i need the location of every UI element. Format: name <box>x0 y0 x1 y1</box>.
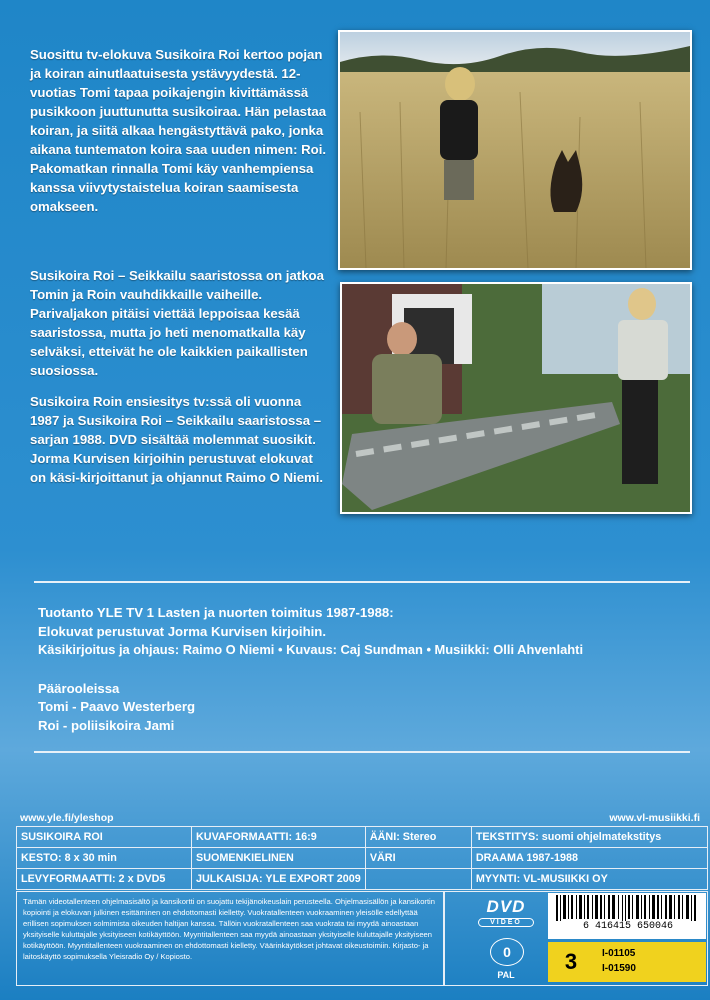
age-rating-badge: 3 <box>548 942 594 982</box>
spec-table <box>16 826 708 890</box>
spec-cell: KUVAFORMAATTI: 16:9 <box>192 827 366 848</box>
url-yleshop: www.yle.fi/yleshop <box>20 812 114 824</box>
credits-books: Elokuvat perustuvat Jorma Kurvisen kirjoihin. <box>38 624 327 639</box>
product-code-1: I-01105 <box>602 948 636 959</box>
legal-notice: Tämän videotallenteen ohjelmasisältö ja kansikortti on suojattu tekijänoikeuslain perusteella. Ohjelmasisällön ja kansikortin kopiointi ja elokuvan julkinen esittäminen on ehdottomasti kielletty. Vuokratallenteen vuokraaminen yleisölle edellyttää erillisen sopimuksen solmimista oikeuden haltijan kanssa. Tällöin vuokratallenteen saa vuokrata tai myydä ainoastaan yksityiselle kuluttajalle yksityiseen kotikäyttöön. Myyntitallenteen saa myydä ainoastaan yksityiselle kuluttajalle yksityiseen kotikäyttöön. Myyntitallenteen vuokraaminen on ehdottomasti kielletty. Väärinkäytökset johtavat oikeustoimiin. Kirjasto- ja laitoskäyttö sopimuksella Yleisradio Oy / Kopiosto. <box>16 891 444 986</box>
table-row <box>17 827 708 848</box>
spec-cell: SUSIKOIRA ROI <box>17 827 192 848</box>
synopsis-paragraph-2: Susikoira Roi – Seikkailu saaristossa on jatkoa Tomin ja Roin vauhdikkaille vaiheille. Parivaljakon pitäisi viettää leppoisaa kesää saaristossa, mutta jo heti menomatkalla käy selväksi, etteivät he ole kaikkien paikallisten suosiossa. <box>30 268 324 378</box>
spec-cell <box>365 869 471 890</box>
table-row <box>17 869 708 890</box>
spec-cell: KESTO: 8 x 30 min <box>17 848 192 869</box>
pal-label: PAL <box>497 970 515 980</box>
spec-cell: DRAAMA 1987-1988 <box>471 848 707 869</box>
spec-cell: VÄRI <box>365 848 471 869</box>
spec-cell: JULKAISIJA: YLE EXPORT 2009 <box>192 869 366 890</box>
barcode-bars-icon <box>548 893 706 921</box>
cast-roi: Roi - poliisikoira Jami <box>38 718 175 733</box>
product-codes <box>594 942 706 982</box>
spec-cell: ÄÄNI: Stereo <box>365 827 471 848</box>
synopsis-paragraph-3: Susikoira Roin ensiesitys tv:ssä oli vuonna 1987 ja Susikoira Roi – Seikkailu saaristossa –sarjan 1988. DVD sisältää molemmat suosikit. Jorma Kurvisen kirjoihin perustuvat elokuvat on käsi-kirjoittanut ja ohjannut Raimo O Niemi. <box>30 394 324 485</box>
dvd-video-logo <box>478 897 534 927</box>
spec-cell: SUOMENKIELINEN <box>192 848 366 869</box>
credits-production: Tuotanto YLE TV 1 Lasten ja nuorten toimitus 1987-1988: <box>38 605 394 620</box>
dvd-logo-text: DVD <box>486 897 526 916</box>
divider-top <box>34 581 690 583</box>
table-row <box>17 848 708 869</box>
cast-tomi: Tomi - Paavo Westerberg <box>38 699 196 714</box>
cast-heading: Päärooleissa <box>38 681 120 696</box>
url-vl-musiikki: www.vl-musiikki.fi <box>609 812 700 824</box>
credits-crew: Käsikirjoitus ja ohjaus: Raimo O Niemi • Kuvaus: Caj Sundman • Musiikki: Olli Ahvenlahti <box>38 642 584 657</box>
divider-bottom <box>34 751 690 753</box>
spec-cell: MYYNTI: VL-MUSIIKKI OY <box>471 869 707 890</box>
spec-cell: LEVYFORMAATTI: 2 x DVD5 <box>17 869 192 890</box>
dvd-video-text: VIDEO <box>478 918 534 927</box>
region-globe-icon: 0 <box>490 938 524 966</box>
product-code-2: I-01590 <box>602 963 636 974</box>
barcode <box>548 893 706 939</box>
photo-boy-dog-field <box>338 30 692 270</box>
photo-boat-island <box>340 282 692 514</box>
synopsis-paragraph-1: Suosittu tv-elokuva Susikoira Roi kertoo pojan ja koiran ainutlaatuisesta ystävyydestä. 12-vuotias Tomi tapaa poikajengin kivittämässä pusikkoon juuttunutta susikoiraa. Hän pelastaa koiran, ja siitä alkaa hengästyttävä pako, jonka aikana tuntematon koira saa uuden nimen: Roi. Pakomatkan rinnalla Tomi käy vanhempiensa kanssa viivytystaistelua koiran saamisesta omakseen. <box>30 47 327 214</box>
barcode-number: 6 416415 650046 <box>582 921 673 932</box>
spec-cell: TEKSTITYS: suomi ohjelmatekstitys <box>471 827 707 848</box>
